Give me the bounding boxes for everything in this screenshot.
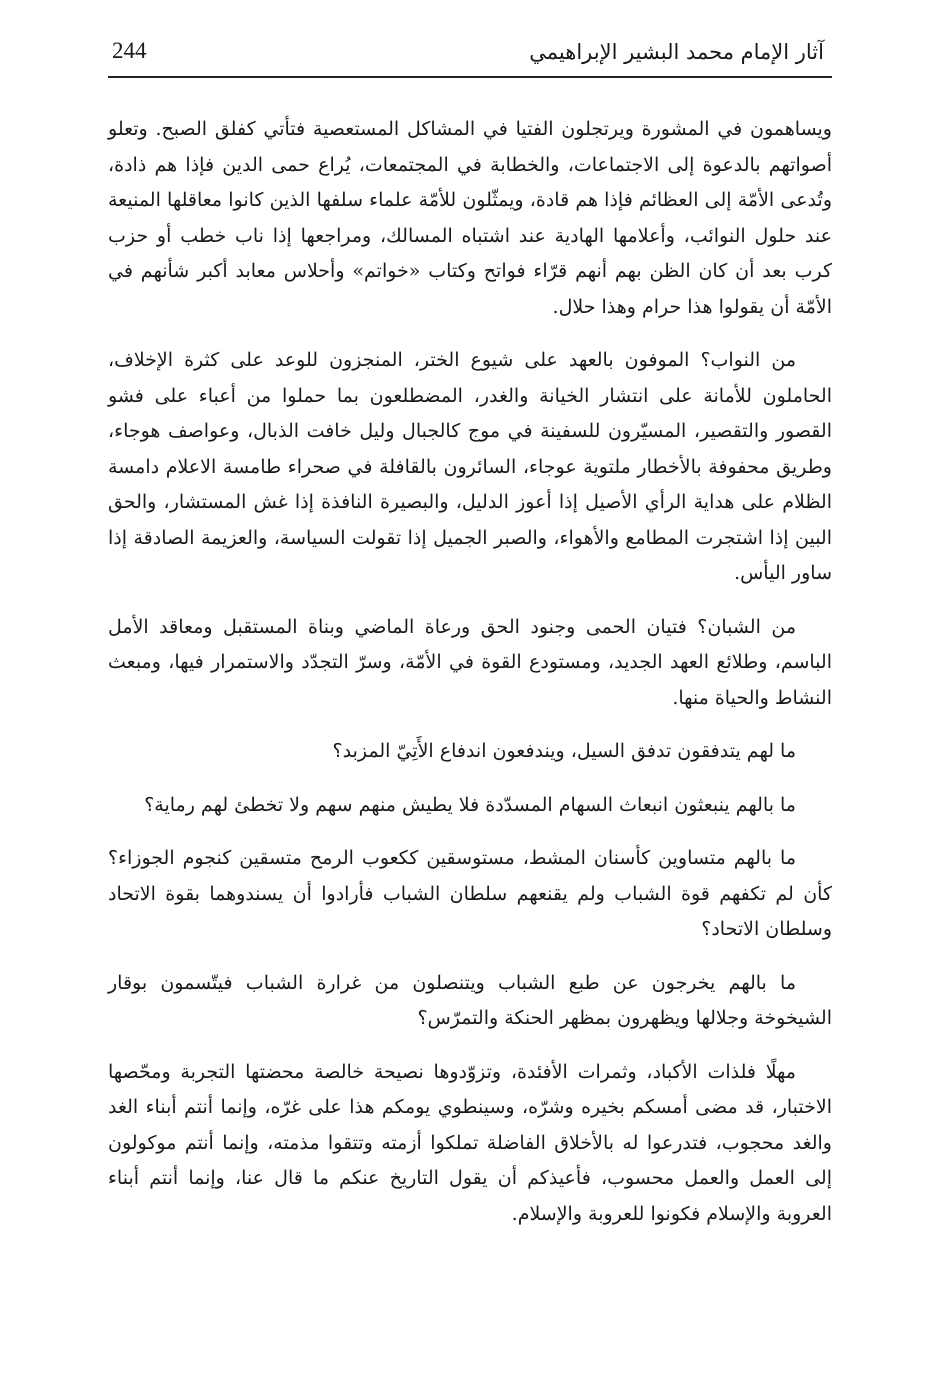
paragraph-advice: مهلًا فلذات الأكباد، وثمرات الأفئدة، وتزوّدوها نصيحة خالصة محضتها التجربة ومحّصها الاختبار، قد مضى أمسكم بخيره وشرّه، وسينطوي يومكم هذا على غرّه، وإنما أنتم أبناء الغد والغد محجوب، فتدرعوا له بالأخلاق الفاضلة تملكوا أزمته وتتقوا مذمته، وإنما أنتم موكولون إلى العمل والعمل محسوب، فأعيذكم أن يقول التاريخ عنكم ما قال عنا، وإنما أنتم أبناء العروبة والإسلام فكونوا للعروبة والإسلام. [108,1060,832,1225]
paragraph-deputies: من النواب؟ الموفون بالعهد على شيوع الختر، المنجزون للوعد على كثرة الإخلاف، الحاملون للأمانة على انتشار الخيانة والغدر، المضطلعون بما حملوا من أعباء على فشو القصور والتقصير، المسيّرون للسفينة في موج كالجبال وليل خافت الذبال، وعواصف هوجاء، وطريق محفوفة بالأخطار ملتوية عوجاء، السائرون بالقافلة في صحراء طامسة الاعلام دامسة الظلام على هداية الرأي الأصيل إذا أعوز الدليل، والبصيرة النافذة إذا غش المستشار، والحق البين إذا اشتجرت المطامع والأهواء، والصبر الجميل إذا تقولت السياسة، والعزيمة الصادقة إذا ساور اليأس. [108,349,832,584]
paragraph-youth: من الشبان؟ فتيان الحمى وجنود الحق ورعاة الماضي وبناة المستقبل ومعاقد الأمل الباسم، وطلائع العهد الجديد، ومستودع القوة في الأمّة، وسرّ التجدّد والاستمرار فيها، ومبعث النشاط والحياة منها. [108,615,832,709]
paragraph-question-flood: ما لهم يتدفقون تدفق السيل، ويندفعون اندفاع الأَتِيّ المزبد؟ [332,740,796,762]
paragraph-question-comb: ما بالهم متساوين كأسنان المشط، مستوسقين ككعوب الرمح متسقين كنجوم الجوزاء؟ كأن لم تكفهم قوة الشباب ولم يقنعهم سلطان الشباب فأرادوا أن يسندوهما بقوة الاتحاد وسلطان الاتحاد؟ [108,847,832,940]
body-text [108,112,832,1232]
paragraph-question-arrows: ما بالهم ينبعثون انبعاث السهام المسدّدة فلا يطيش منهم سهم ولا تخطئ لهم رماية؟ [144,793,796,816]
running-title: آثار الإمام محمد البشير الإبراهيمي [529,40,824,64]
paragraph-question-elders: ما بالهم يخرجون عن طبع الشباب ويتنصلون من غرارة الشباب فيتّسمون بوقار الشيخوخة وجلالها ويظهرون بمظهر الحنكة والتمرّس؟ [108,971,832,1029]
page-number: 244 [112,38,147,63]
paragraph-scholars: ويساهمون في المشورة ويرتجلون الفتيا في المشاكل المستعصية فتأتي كفلق الصبح. وتعلو أصواتهم بالدعوة إلى الاجتماعات، والخطابة في المجتمعات، يُراع حمى الدين فإذا هم ذادة، وتُدعى الأمّة إلى العظائم فإذا هم قادة، ويمثّلون للأمّة علماء سلفها الذين كانوا معاقلها المنيعة عند حلول النوائب، وأعلامها الهادية عند اشتباه المسالك، ومراجعها إذا ناب خطب أو حزب كرب بعد أن كان الظن بهم أنهم قرّاء فواتح وكتاب «خواتم» وأحلاس معابد أكبر شأنهم في الأمّة أن يقولوا هذا حرام وهذا حلال. [108,118,832,318]
running-header [108,36,832,78]
